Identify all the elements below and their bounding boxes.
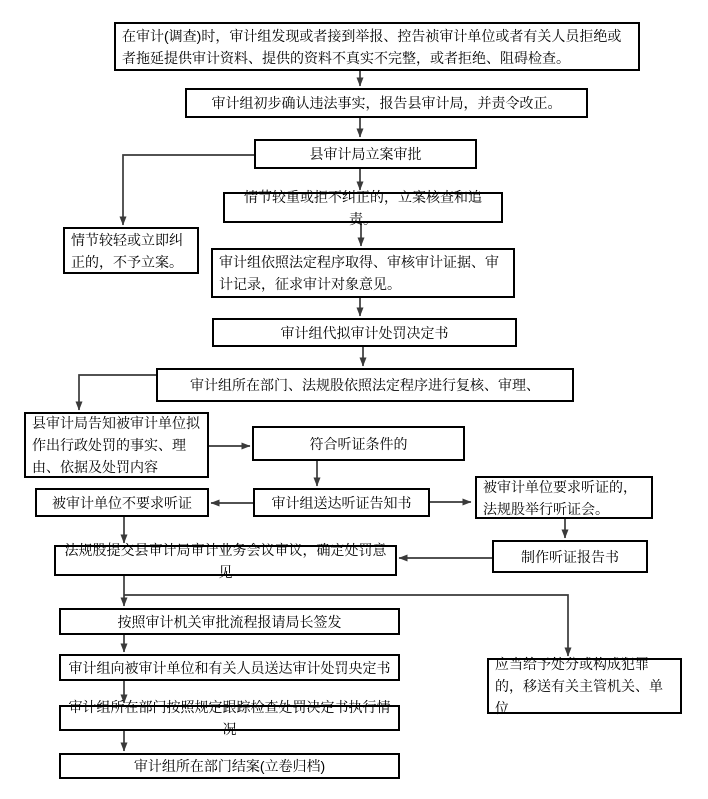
flow-node-sign: 按照审计机关审批流程报请局长签发 [59, 608, 400, 635]
flow-node-deliver: 审计组向被审计单位和有关人员送达审计处罚央定书 [59, 654, 400, 681]
flow-node-notice: 审计组送达听证告知书 [253, 488, 430, 517]
flow-node-meeting: 法规股提交县审计局审计业务会议审议，确定处罚意见 [54, 545, 397, 576]
flow-node-start: 在审计(调查)时，审计组发现或者接到举报、控告祯审计单位或者有关人员拒绝或者拖延提供审计资料、提供的资料不真实不完整，或者拒绝、阻碍检查。 [114, 22, 640, 71]
flow-node-report: 制作听证报告书 [492, 540, 648, 573]
flow-node-case-approve: 县审计局立案审批 [254, 139, 477, 169]
flow-node-hearing-cond: 符合听证条件的 [252, 426, 465, 461]
flow-node-confirm: 审计组初步确认违法事实，报告县审计局，并责令改正。 [185, 88, 588, 118]
flow-edge-review-to-inform [79, 375, 156, 410]
flow-node-inform: 县审计局告知被审计单位拟作出行政处罚的事实、理由、依据及处罚内容 [24, 412, 209, 478]
flow-node-evidence: 审计组依照法定程序取得、审核审计证据、审计记录，征求审计对象意见。 [211, 248, 515, 298]
flow-node-review: 审计组所在部门、法规股依照法定程序进行复核、审理、 [156, 368, 574, 402]
flow-node-no-hearing: 被审计单位不要求听证 [35, 488, 209, 517]
flow-node-minor: 情节较轻或立即纠正的，不予立案。 [63, 227, 199, 274]
flow-node-serious: 情节较重或拒不纠正的，立案核查和追责。 [223, 192, 503, 223]
flow-node-track: 审计组所在部门按照规定跟踪检查处罚决定书执行情况 [59, 705, 400, 731]
flow-node-hearing-req: 被审计单位要求听证的，法规股举行听证会。 [475, 476, 653, 519]
flow-node-draft: 审计组代拟审计处罚决定书 [212, 318, 517, 347]
flow-node-transfer: 应当给予处分或构成犯罪的，移送有关主管机关、单位 [487, 658, 682, 714]
flow-node-close-case: 审计组所在部门结案(立卷归档) [59, 753, 400, 779]
